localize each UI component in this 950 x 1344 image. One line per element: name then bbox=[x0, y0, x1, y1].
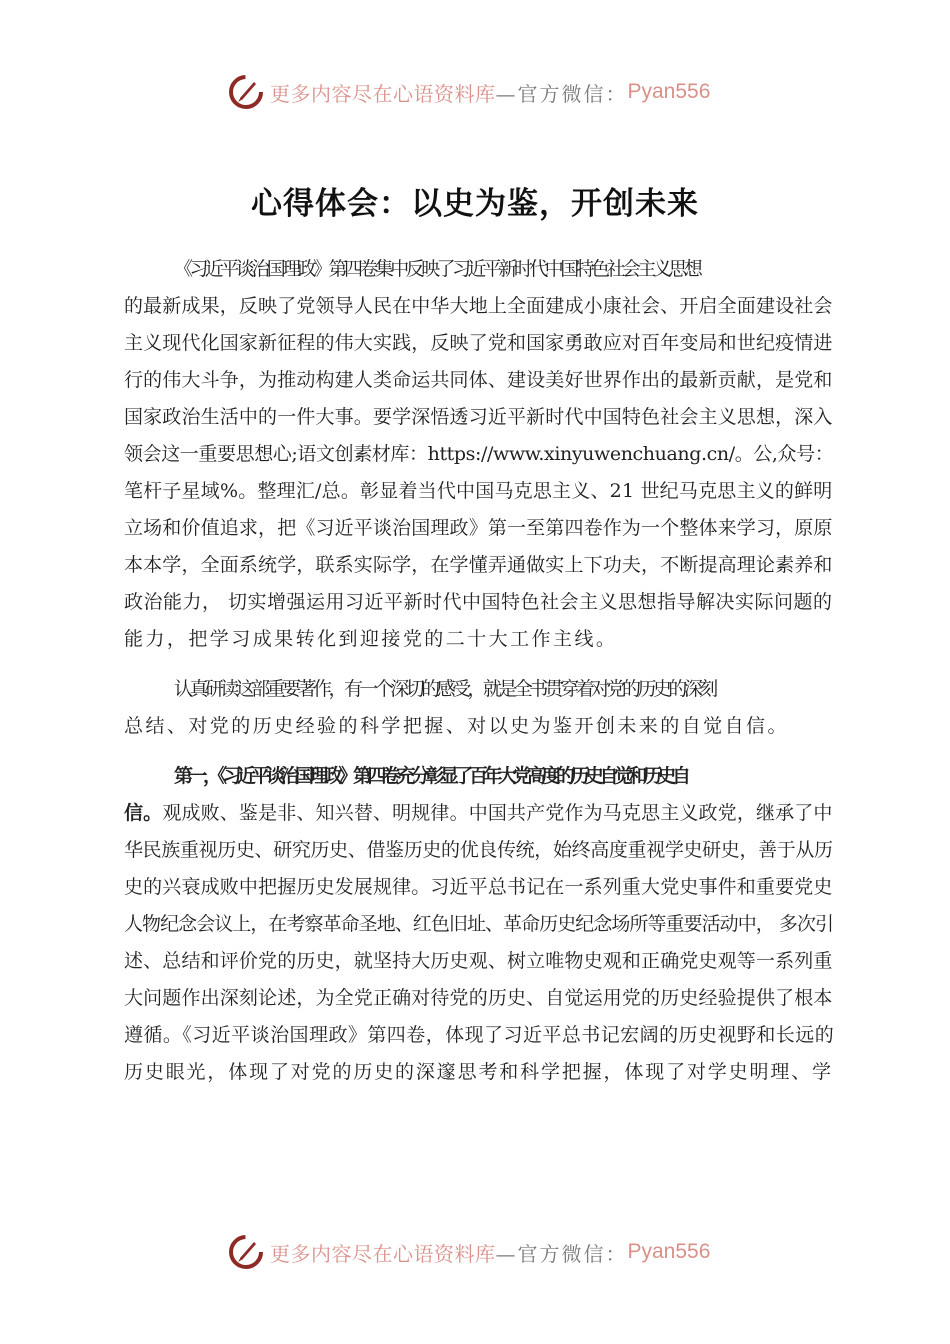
text-line: 领会这一重要思想心;语文创素材库：https://www.xinyuwenchuang.cn/。公,众号： bbox=[124, 443, 834, 465]
document-title: 心得体会：以史为鉴，开创未来 bbox=[251, 186, 699, 222]
header-banner bbox=[228, 72, 728, 112]
text-line: 政治能力， 切实增强运用习近平新时代中国特色社会主义思想指导解决实际问题的 bbox=[124, 591, 833, 613]
text-line: 笔杆子星域%。整理汇/总。彰显着当代中国马克思主义、21 世纪马克思主义的鲜明 bbox=[124, 480, 833, 502]
text-line bbox=[124, 801, 834, 825]
text-line: 大问题作出深刻论述，为全党正确对待党的历史、自觉运用党的历史经验提供了根本 bbox=[124, 987, 833, 1009]
banner-text-main: 更多内容尽在心语资料库 bbox=[270, 1241, 496, 1266]
text-line: 述、总结和评价党的历史，就坚持大历史观、树立唯物史观和正确党史观等一系列重 bbox=[124, 950, 833, 972]
text-line: 历史眼光，体现了对党的历史的深邃思考和科学把握，体现了对学史明理、学 bbox=[124, 1061, 833, 1083]
text-line: 主义现代化国家新征程的伟大实践，反映了党和国家勇敢应对百年变局和世纪疫情进 bbox=[124, 332, 833, 354]
quill-pen-logo-icon bbox=[228, 74, 264, 110]
text-line: 能力，把学习成果转化到迎接党的二十大工作主线。 bbox=[124, 628, 618, 650]
banner-text-separator: —官方微信： bbox=[495, 81, 628, 106]
footer-banner bbox=[228, 1232, 728, 1272]
text-line: 行的伟大斗争，为推动构建人类命运共同体、建设美好世界作出的最新贡献，是党和 bbox=[124, 369, 833, 391]
text-line: 《习近平谈治国理政》第四卷集中反映了习近平新时代中国特色社会主义思想 bbox=[174, 258, 700, 280]
banner-wechat-id: Pyan556 bbox=[627, 80, 711, 103]
banner-text-separator: —官方微信： bbox=[495, 1241, 628, 1266]
banner-wechat-id: Pyan556 bbox=[627, 1240, 711, 1263]
text-line: 认真研读这部重要著作，有一个深切的感受，就是全书贯穿着对党的历史的深刻 bbox=[174, 678, 715, 700]
text-line: 总结、对党的历史经验的科学把握、对以史为鉴开创未来的自觉自信。 bbox=[124, 715, 789, 737]
text-line: 本本学，全面系统学，联系实际学，在学懂弄通做实上下功夫，不断提高理论素养和 bbox=[124, 554, 833, 576]
bold-lead-tail: 信。 bbox=[124, 802, 163, 824]
text-line: 的最新成果，反映了党领导人民在中华大地上全面建成小康社会、开启全面建设社会 bbox=[124, 295, 833, 317]
bold-lead-line: 第一，《习近平谈治国理政》第四卷充分彰显了百年大党高度的历史自觉和历史自 bbox=[174, 765, 687, 787]
text-line: 人物纪念会议上，在考察革命圣地、红色旧址、革命历史纪念场所等重要活动中， 多次引 bbox=[124, 913, 834, 935]
text-line: 立场和价值追求，把《习近平谈治国理政》第一至第四卷作为一个整体来学习，原原 bbox=[124, 517, 833, 539]
text-line: 华民族重视历史、研究历史、借鉴历史的优良传统，始终高度重视学史研史，善于从历 bbox=[124, 839, 833, 861]
text-line-rest: 观成败、鉴是非、知兴替、明规律。中国共产党作为马克思主义政党，继承了中 bbox=[162, 802, 833, 824]
text-line: 国家政治生活中的一件大事。要学深悟透习近平新时代中国特色社会主义思想，深入 bbox=[124, 406, 833, 428]
text-line: 遵循。《习近平谈治国理政》第四卷，体现了习近平总书记宏阔的历史视野和长远的 bbox=[124, 1024, 835, 1046]
quill-pen-logo-icon bbox=[228, 1234, 264, 1270]
banner-text-main: 更多内容尽在心语资料库 bbox=[270, 81, 496, 106]
text-line: 史的兴衰成败中把握历史发展规律。习近平总书记在一系列重大党史事件和重要党史 bbox=[124, 876, 833, 898]
